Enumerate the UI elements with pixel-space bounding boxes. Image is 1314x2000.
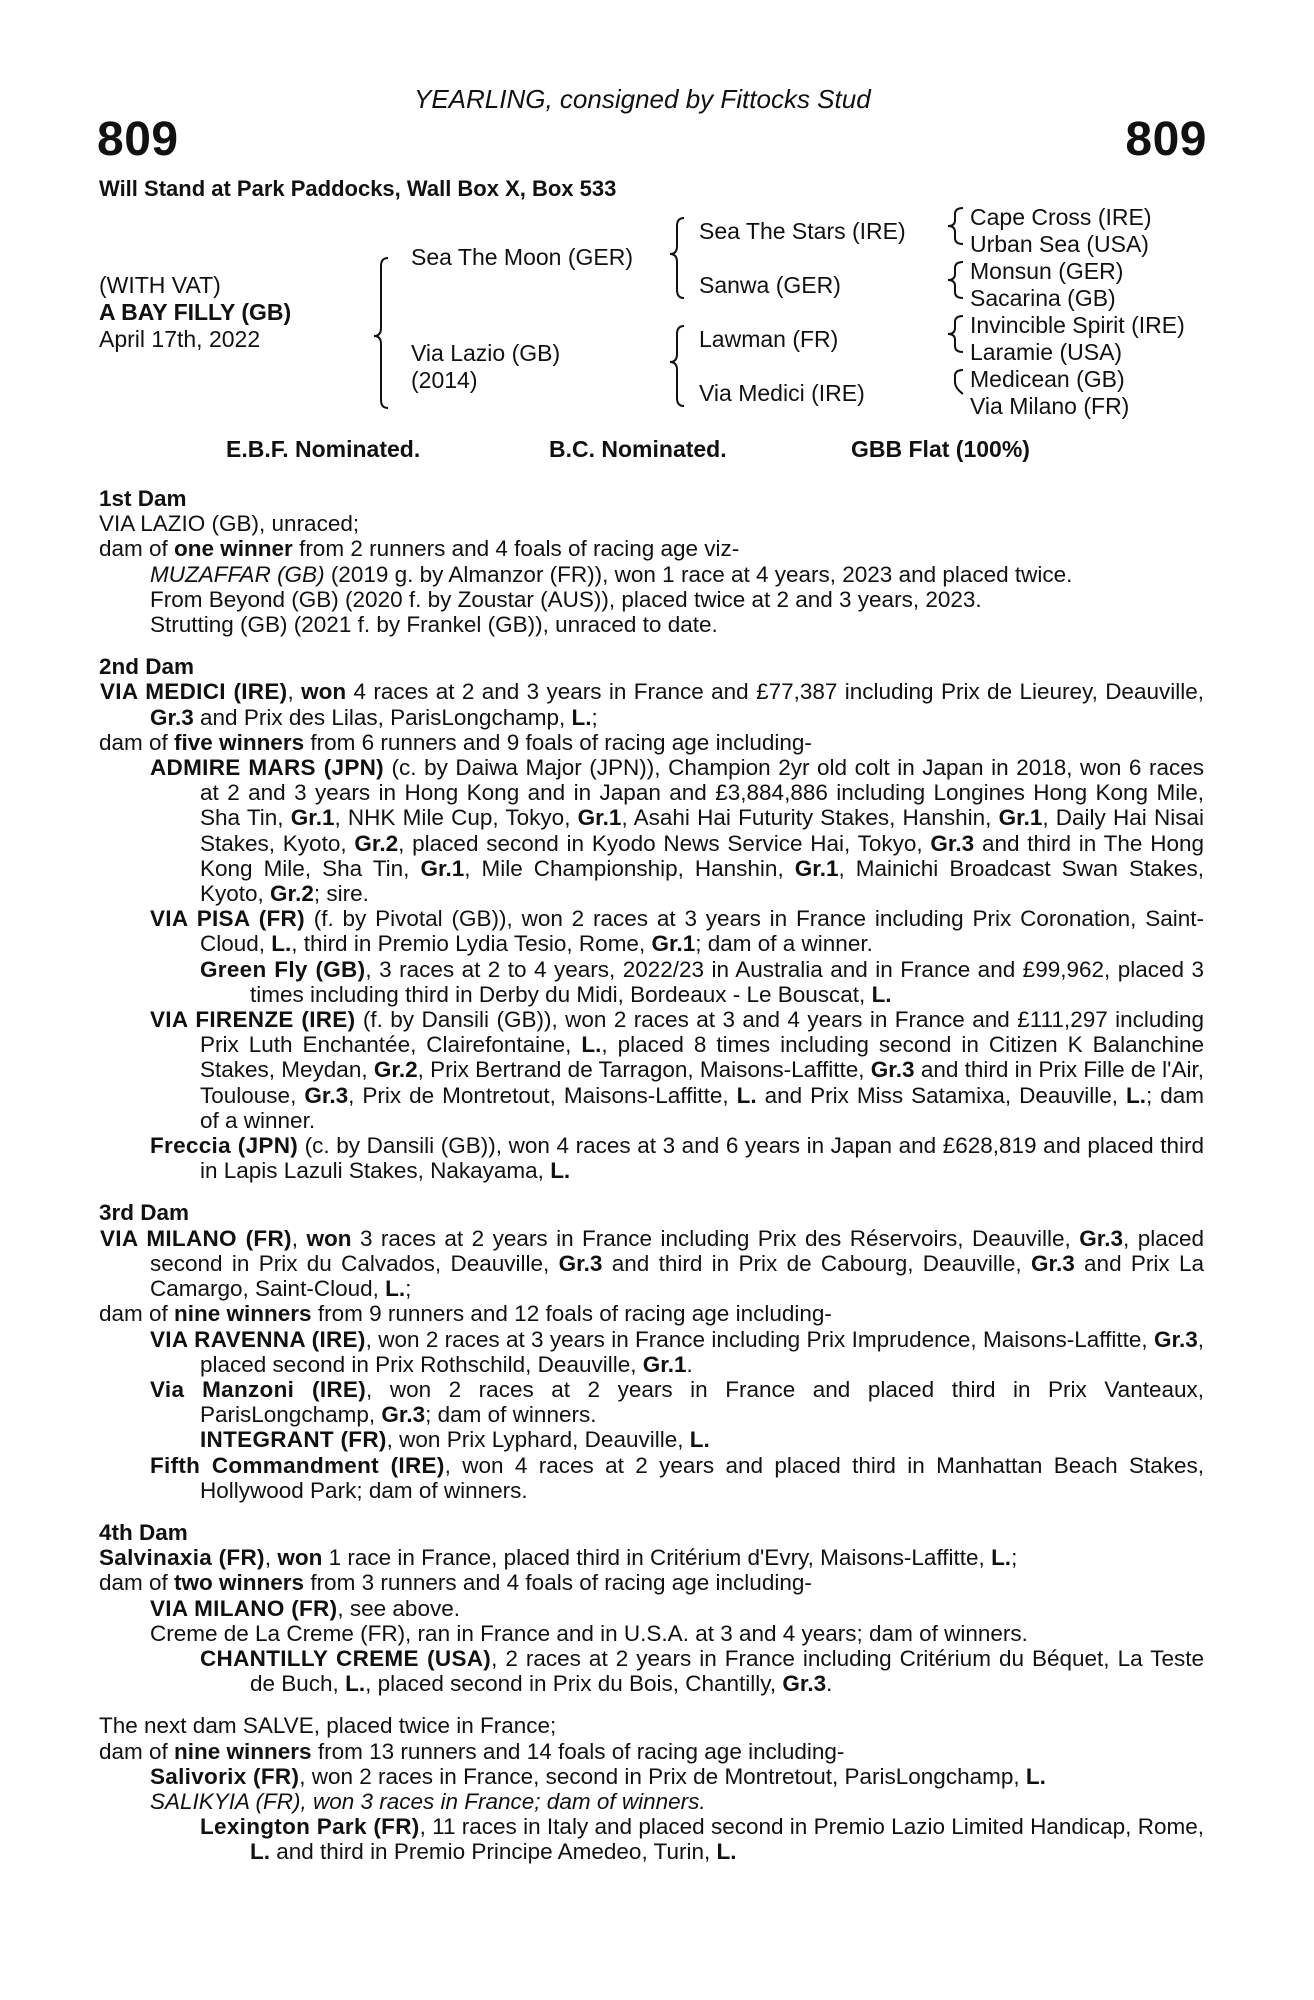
second-dam-heading: 2nd Dam xyxy=(99,654,195,680)
sss: Cape Cross (IRE) xyxy=(970,204,1152,230)
offspring-entry: Via Manzoni (IRE), won 2 races at 2 years in France and placed third in Prix Vanteaux, ParisLongchamp, Gr.3; dam of winners. xyxy=(150,1376,1204,1428)
dam: Via Lazio (GB) xyxy=(411,340,561,366)
offspring-entry: Green Fly (GB), 3 races at 2 to 4 years, 2022/23 in Australia and in France and £99,962, placed 3 times including third in Derby du Midi, Bordeaux - Le Bouscat, L. xyxy=(200,956,1204,1007)
sire: Sea The Moon (GER) xyxy=(411,244,634,270)
offspring-entry: SALIKYIA (FR), won 3 races in France; dam of winners. xyxy=(150,1788,706,1814)
offspring-entry: Salivorix (FR), won 2 races in France, second in Prix de Montretout, ParisLongchamp, L. xyxy=(150,1763,1046,1789)
offspring-entry: Creme de La Creme (FR), ran in France and in U.S.A. at 3 and 4 years; dam of winners. xyxy=(150,1620,1028,1646)
offspring-entry: MUZAFFAR (GB) (2019 g. by Almanzor (FR)), won 1 race at 4 years, 2023 and placed twice. xyxy=(150,561,1073,587)
dam-year: (2014) xyxy=(411,367,478,393)
lot-number-right: 809 xyxy=(1125,113,1207,166)
sire-dam: Sanwa (GER) xyxy=(699,272,841,298)
third-dam-heading: 3rd Dam xyxy=(99,1200,190,1226)
offspring-entry: Freccia (JPN) (c. by Dansili (GB)), won 4 races at 3 and 6 years in Japan and £628,819 and placed third in Lapis Lazuli Stakes, Nakayama, L. xyxy=(150,1133,1204,1184)
first-dam-record: dam of one winner from 2 runners and 4 foals of racing age viz- xyxy=(99,536,740,562)
offspring-entry: VIA RAVENNA (IRE), won 2 races at 3 years in France including Prix Imprudence, Maisons-Laffitte, Gr.3, placed second in Prix Rothschild, Deauville, Gr.1. xyxy=(150,1326,1204,1377)
offspring-entry: VIA PISA (FR) (f. by Pivotal (GB)), won 2 races at 3 years in France including Prix Coronation, Saint-Cloud, L., third in Premio Lydia Tesio, Rome, Gr.1; dam of a winner. xyxy=(150,906,1204,957)
first-dam-line: VIA LAZIO (GB), unraced; xyxy=(99,511,360,537)
ssd: Urban Sea (USA) xyxy=(970,231,1149,257)
dam-sire: Lawman (FR) xyxy=(699,326,839,352)
offspring-entry: VIA MILANO (FR), see above. xyxy=(150,1595,460,1621)
bc-nomination: B.C. Nominated. xyxy=(549,436,727,462)
ddd: Via Milano (FR) xyxy=(970,393,1130,419)
offspring-entry: CHANTILLY CREME (USA), 2 races at 2 years in France including Critérium du Béquet, La Teste de Buch, L., placed second in Prix du Bois, Chantilly, Gr.3. xyxy=(200,1645,1204,1697)
pedigree-catalogue-body xyxy=(99,486,1204,1865)
ebf-nomination: E.B.F. Nominated. xyxy=(226,436,421,462)
sire-sire: Sea The Stars (IRE) xyxy=(699,218,906,244)
sds: Monsun (GER) xyxy=(970,258,1124,284)
horse-name: A BAY FILLY (GB) xyxy=(99,299,292,325)
horse-dob: April 17th, 2022 xyxy=(99,326,261,352)
offspring-entry: Fifth Commandment (IRE), won 4 races at 2 years and placed third in Manhattan Beach Stakes, Hollywood Park; dam of winners. xyxy=(150,1452,1204,1503)
next-dam-record: dam of nine winners from 13 runners and 14 foals of racing age including- xyxy=(99,1738,845,1764)
offspring-entry: INTEGRANT (FR), won Prix Lyphard, Deauville, L. xyxy=(200,1427,710,1453)
lot-number-left: 809 xyxy=(97,113,179,166)
offspring-entry: ADMIRE MARS (JPN) (c. by Daiwa Major (JPN)), Champion 2yr old colt in Japan in 2018, won 6 races at 2 and 3 years in Hong Kong and in Japan and £3,884,886 including Longines Hong Kong Mile, Sha Tin, Gr.1, NHK Mile Cup, Tokyo, Gr.1, Asahi Hai Futurity Stakes, Hanshin, Gr.1, Daily Hai Nisai Stakes, Kyoto, Gr.2, placed second in Kyodo News Service Hai, Tokyo, Gr.3 and third in The Hong Kong Mile, Sha Tin, Gr.1, Mile Championship, Hanshin, Gr.1, Mainichi Broadcast Swan Stakes, Kyoto, Gr.2; sire. xyxy=(150,755,1204,907)
second-dam-entry: VIA MEDICI (IRE), won 4 races at 2 and 3 years in France and £77,387 including Prix de Lieurey, Deauville, Gr.3 and Prix des Lilas, ParisLongchamp, L.; xyxy=(100,679,1204,730)
dsd: Laramie (USA) xyxy=(970,339,1123,365)
offspring-entry: VIA FIRENZE (IRE) (f. by Dansili (GB)), won 2 races at 3 and 4 years in France and £111,297 including Prix Luth Enchantée, Clairefontaine, L., placed 8 times including second in Citizen K Balanchine Stakes, Meydan, Gr.2, Prix Bertrand de Tarragon, Maisons-Laffitte, Gr.3 and third in Prix Fille de l'Air, Toulouse, Gr.3, Prix de Montretout, Maisons-Laffitte, L. and Prix Miss Satamixa, Deauville, L.; dam of a winner. xyxy=(150,1007,1204,1133)
sdd: Sacarina (GB) xyxy=(970,285,1116,311)
fourth-dam-record: dam of two winners from 3 runners and 4 foals of racing age including- xyxy=(99,1570,812,1596)
offspring-entry: From Beyond (GB) (2020 f. by Zoustar (AUS)), placed twice at 2 and 3 years, 2023. xyxy=(150,586,982,612)
third-dam-record: dam of nine winners from 9 runners and 12 foals of racing age including- xyxy=(99,1301,832,1327)
first-dam-heading: 1st Dam xyxy=(99,486,187,511)
stand-location: Will Stand at Park Paddocks, Wall Box X, Box 533 xyxy=(99,176,617,201)
vat-note: (WITH VAT) xyxy=(99,272,221,298)
offspring-entry: Strutting (GB) (2021 f. by Frankel (GB)), unraced to date. xyxy=(150,612,718,638)
fourth-dam-entry: Salvinaxia (FR), won 1 race in France, placed third in Critérium d'Evry, Maisons-Laffitte, L.; xyxy=(99,1545,1018,1571)
second-dam-record: dam of five winners from 6 runners and 9 foals of racing age including- xyxy=(99,729,812,755)
sale-subtitle: YEARLING, consigned by Fittocks Stud xyxy=(414,84,871,114)
fourth-dam-heading: 4th Dam xyxy=(99,1519,188,1545)
dds: Medicean (GB) xyxy=(970,366,1125,392)
gbb-flat: GBB Flat (100%) xyxy=(851,436,1030,462)
dss: Invincible Spirit (IRE) xyxy=(970,312,1185,338)
dam-dam: Via Medici (IRE) xyxy=(699,380,865,406)
offspring-entry: Lexington Park (FR), 11 races in Italy and placed second in Premio Lazio Limited Handicap, Rome, L. and third in Premio Principe Amedeo, Turin, L. xyxy=(200,1814,1204,1865)
next-dam-line: The next dam SALVE, placed twice in France; xyxy=(99,1713,557,1739)
third-dam-entry: VIA MILANO (FR), won 3 races at 2 years in France including Prix des Réservoirs, Deauville, Gr.3, placed second in Prix du Calvados, Deauville, Gr.3 and third in Prix de Cabourg, Deauville, Gr.3 and Prix La Camargo, Saint-Cloud, L.; xyxy=(100,1225,1204,1302)
